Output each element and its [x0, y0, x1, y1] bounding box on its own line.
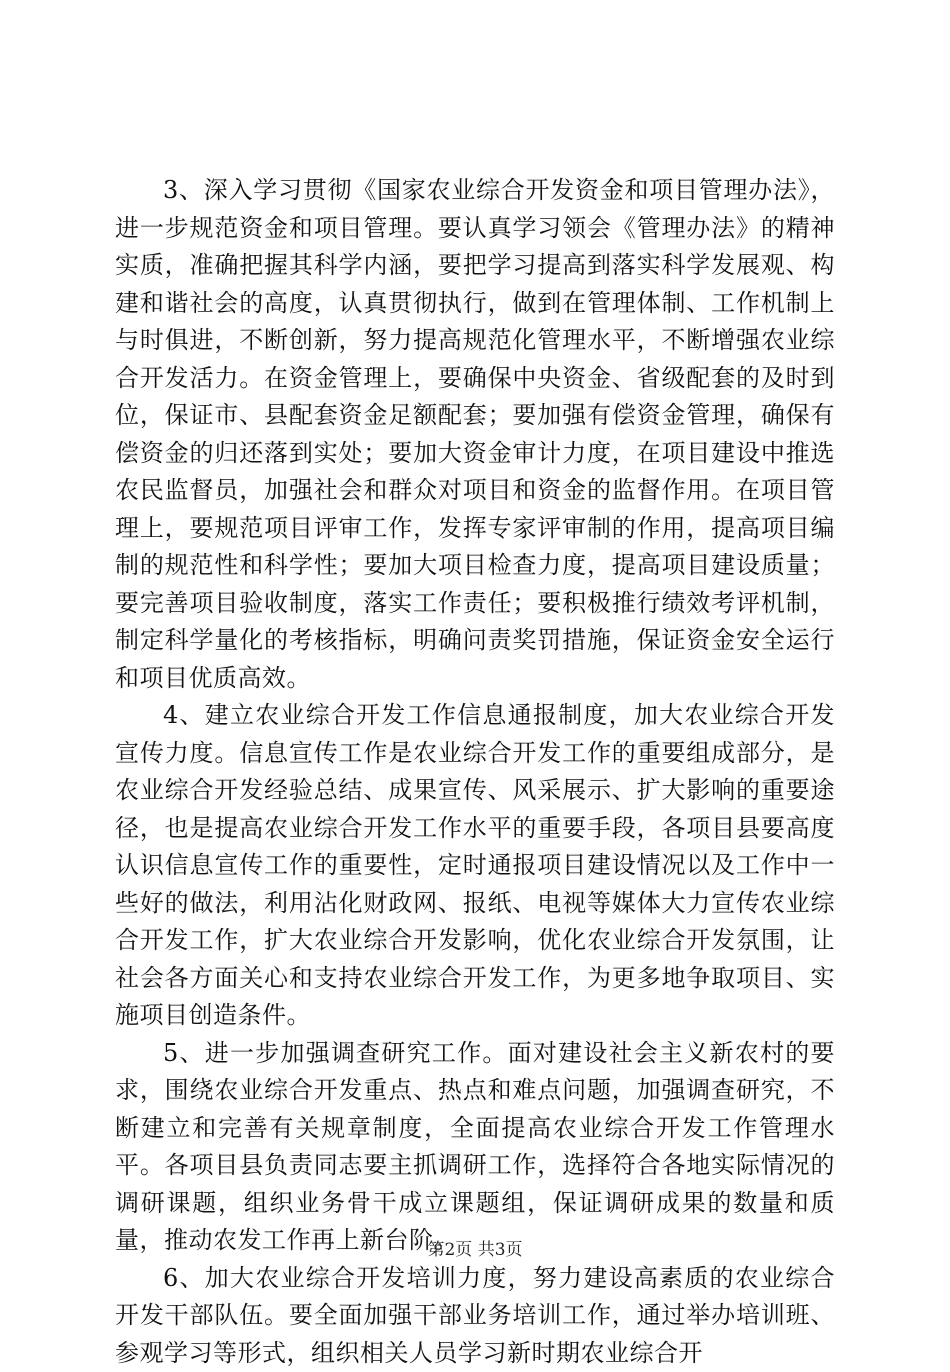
document-body [115, 172, 835, 1372]
paragraph-5: 5、进一步加强调查研究工作。面对建设社会主义新农村的要求，围绕农业综合开发重点、热点和难点问题，加强调查研究，不断建立和完善有关规章制度，全面提高农业综合开发工作管理水平。各项目县负责同志要主抓调研工作，选择符合各地实际情况的调研课题，组织业务骨干成立课题组，保证调研成果的数量和质量，推动农发工作再上新台阶。 [115, 1035, 835, 1260]
paragraph-4: 4、建立农业综合开发工作信息通报制度，加大农业综合开发宣传力度。信息宣传工作是农业综合开发工作的重要组成部分，是农业综合开发经验总结、成果宣传、风采展示、扩大影响的重要途径，也是提高农业综合开发工作水平的重要手段，各项目县要高度认识信息宣传工作的重要性，定时通报项目建设情况以及工作中一些好的做法，利用沾化财政网、报纸、电视等媒体大力宣传农业综合开发工作，扩大农业综合开发影响，优化农业综合开发氛围，让社会各方面关心和支持农业综合开发工作，为更多地争取项目、实施项目创造条件。 [115, 697, 835, 1035]
page-number-footer: 第2页 共3页 [0, 1238, 950, 1262]
paragraph-3: 3、深入学习贯彻《国家农业综合开发资金和项目管理办法》，进一步规范资金和项目管理。要认真学习领会《管理办法》的精神实质，准确把握其科学内涵，要把学习提高到落实科学发展观、构建和谐社会的高度，认真贯彻执行，做到在管理体制、工作机制上与时俱进，不断创新，努力提高规范化管理水平，不断增强农业综合开发活力。在资金管理上，要确保中央资金、省级配套的及时到位，保证市、县配套资金足额配套；要加强有偿资金管理，确保有偿资金的归还落到实处；要加大资金审计力度，在项目建设中推选农民监督员，加强社会和群众对项目和资金的监督作用。在项目管理上，要规范项目评审工作，发挥专家评审制的作用，提高项目编制的规范性和科学性；要加大项目检查力度，提高项目建设质量；要完善项目验收制度，落实工作责任；要积极推行绩效考评机制，制定科学量化的考核指标，明确问责奖罚措施，保证资金安全运行和项目优质高效。 [115, 172, 835, 697]
paragraph-6: 6、加大农业综合开发培训力度，努力建设高素质的农业综合开发干部队伍。要全面加强干部业务培训工作，通过举办培训班、参观学习等形式，组织相关人员学习新时期农业综合开 [115, 1260, 835, 1372]
